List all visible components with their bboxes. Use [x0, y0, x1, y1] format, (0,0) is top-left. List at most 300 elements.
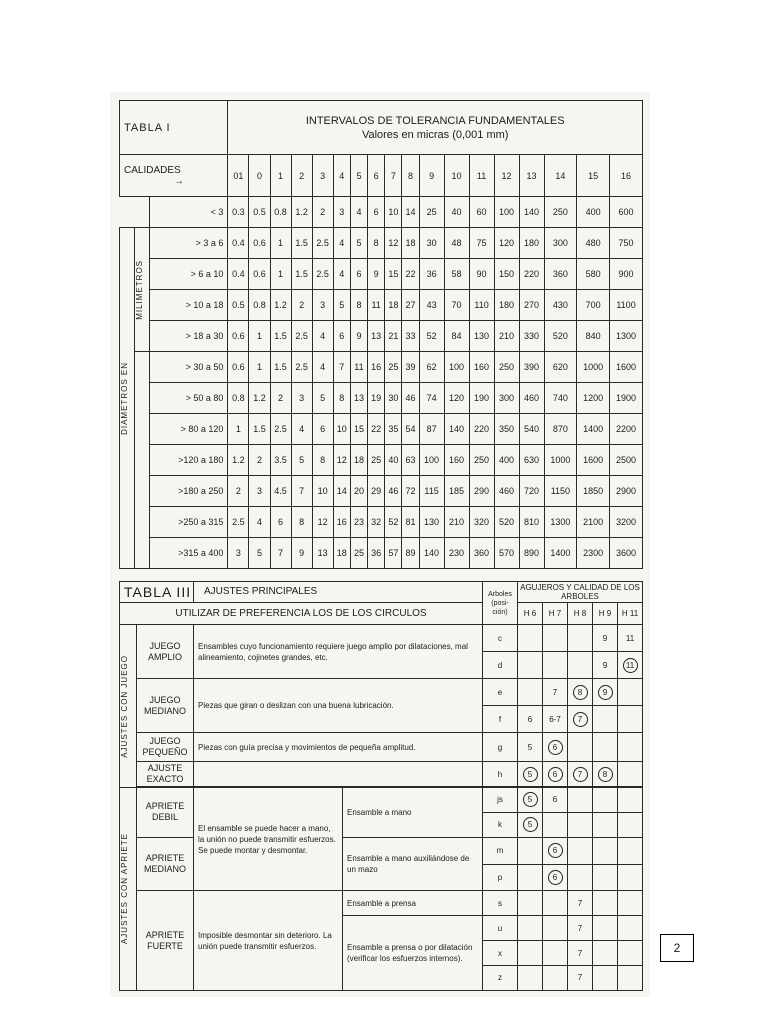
fit-cell [618, 762, 643, 787]
fit-cell [593, 652, 618, 679]
group-apriete [120, 787, 137, 990]
tolerance-value: 52 [419, 321, 444, 352]
apriete-debil: APRIETE DEBIL [137, 787, 194, 837]
fit-cell [593, 965, 618, 990]
fit-cell [593, 812, 618, 837]
tolerance-value: 740 [544, 383, 577, 414]
tolerance-value: 1100 [610, 290, 643, 321]
tolerance-value: 2.5 [291, 321, 312, 352]
tolerance-value: 2.5 [291, 352, 312, 383]
tolerance-value: 54 [402, 414, 419, 445]
column-header: 3 [312, 155, 333, 197]
fit-cell [543, 625, 568, 652]
fit-cell [543, 706, 568, 733]
tolerance-value: 1 [249, 352, 270, 383]
tolerance-value: 630 [519, 445, 544, 476]
tolerance-value: 7 [291, 476, 312, 507]
shaft-position: z [483, 965, 518, 990]
tolerance-value: 4 [291, 414, 312, 445]
tolerance-value: 11 [368, 290, 385, 321]
tolerance-value: 19 [368, 383, 385, 414]
tolerance-value: 1.5 [291, 228, 312, 259]
tolerance-value: 0.6 [228, 352, 249, 383]
tolerance-value: 8 [312, 445, 333, 476]
tolerance-value: 6 [368, 197, 385, 228]
shaft-position: d [483, 652, 518, 679]
tolerance-value: 3 [291, 383, 312, 414]
tolerance-value: 4 [312, 352, 333, 383]
tolerance-value: 36 [419, 259, 444, 290]
tolerance-value: 890 [519, 538, 544, 569]
tolerance-value: 2900 [610, 476, 643, 507]
tolerance-value: 30 [419, 228, 444, 259]
tolerance-value: 9 [368, 259, 385, 290]
tolerance-value: 13 [312, 538, 333, 569]
tolerance-value: 520 [544, 321, 577, 352]
tolerance-value: 11 [350, 352, 367, 383]
ajuste-exacto: AJUSTE EXACTO [137, 762, 194, 787]
table-row [120, 507, 643, 538]
preferred-fit-value: 6 [548, 767, 563, 782]
table3-title: AJUSTES PRINCIPALES [194, 582, 483, 603]
table3-subtitle: UTILIZAR DE PREFERENCIA LOS DE LOS CIRCULOS [120, 602, 483, 625]
tolerance-value: 160 [469, 352, 494, 383]
tolerance-value: 13 [368, 321, 385, 352]
preferred-fit-value: 6 [548, 740, 563, 755]
shaft-position: u [483, 916, 518, 941]
tolerance-value: 250 [494, 352, 519, 383]
tolerance-value: 40 [444, 197, 469, 228]
fit-value: 7 [552, 687, 558, 697]
hole-h9: H 9 [593, 602, 618, 625]
tolerance-value: 3.5 [270, 445, 291, 476]
table-row [120, 538, 643, 569]
juego-amplio: JUEGO AMPLIO [137, 625, 194, 679]
range-cell: > 10 a 18 [150, 290, 228, 321]
fit-cell [518, 965, 543, 990]
fit-value: 11 [625, 633, 635, 643]
fit-cell [518, 625, 543, 652]
tolerance-value: 520 [494, 507, 519, 538]
tolerance-value: 130 [419, 507, 444, 538]
tolerance-value: 1600 [610, 352, 643, 383]
column-header: 6 [368, 155, 385, 197]
tolerance-value: 1150 [544, 476, 577, 507]
hole-h11: H 11 [618, 602, 643, 625]
tolerance-value: 620 [544, 352, 577, 383]
tolerance-value: 1300 [610, 321, 643, 352]
tolerance-value: 70 [444, 290, 469, 321]
fit-value: 9 [602, 633, 608, 643]
tolerance-value: 15 [350, 414, 367, 445]
tolerance-value: 390 [519, 352, 544, 383]
fit-cell [618, 652, 643, 679]
tolerance-value: 1.5 [291, 259, 312, 290]
tolerance-value: 1.2 [228, 445, 249, 476]
fit-cell [518, 679, 543, 706]
table-row [120, 321, 643, 352]
range-cell: > 30 a 50 [150, 352, 228, 383]
tolerance-value: 4 [333, 228, 350, 259]
tolerance-value: 39 [402, 352, 419, 383]
tolerance-value: 6 [333, 321, 350, 352]
tolerance-value: 400 [577, 197, 610, 228]
tolerance-value: 1300 [544, 507, 577, 538]
tolerance-value: 25 [385, 352, 402, 383]
fit-cell [518, 941, 543, 966]
tolerance-value: 460 [519, 383, 544, 414]
tolerance-value: 115 [419, 476, 444, 507]
tolerance-value: 29 [368, 476, 385, 507]
tolerance-value: 12 [333, 445, 350, 476]
tolerance-value: 160 [444, 445, 469, 476]
column-header: 11 [469, 155, 494, 197]
fit-cell [568, 762, 593, 787]
hole-h8: H 8 [568, 602, 593, 625]
range-cell: >315 a 400 [150, 538, 228, 569]
table1-title-text: INTERVALOS DE TOLERANCIA FUNDAMENTALES [305, 114, 565, 127]
tolerance-value: 81 [402, 507, 419, 538]
preferred-fit-value: 5 [523, 767, 538, 782]
fit-cell [543, 652, 568, 679]
tolerance-value: 220 [519, 259, 544, 290]
fit-cell [568, 733, 593, 762]
tolerance-value: 16 [333, 507, 350, 538]
tolerance-value: 190 [469, 383, 494, 414]
tolerance-value: 25 [350, 538, 367, 569]
fit-cell [618, 837, 643, 864]
tolerance-value: 810 [519, 507, 544, 538]
fit-value: 6 [552, 795, 558, 805]
tolerance-value: 185 [444, 476, 469, 507]
juego-mediano: JUEGO MEDIANO [137, 679, 194, 733]
side-label-inner-text: MILIMETROS [135, 259, 144, 320]
range-cell: >250 a 315 [150, 507, 228, 538]
shaft-position: e [483, 679, 518, 706]
tolerance-value: 18 [402, 228, 419, 259]
juego-pequeno-desc: Piezas con guía precisa y movimientos de pequeña amplitud. [194, 733, 483, 762]
hole-h6: H 6 [518, 602, 543, 625]
tolerance-value: 6 [312, 414, 333, 445]
tolerance-value: 0.6 [249, 259, 270, 290]
fit-cell [543, 916, 568, 941]
tolerance-value: 250 [469, 445, 494, 476]
fit-value: 7 [577, 898, 583, 908]
tolerance-value: 74 [419, 383, 444, 414]
fits-table [119, 581, 643, 991]
fit-cell [618, 787, 643, 812]
range-cell: > 50 a 80 [150, 383, 228, 414]
tolerance-value: 18 [333, 538, 350, 569]
apriete-fuerte: APRIETE FUERTE [137, 891, 194, 991]
preferred-fit-value: 8 [598, 767, 613, 782]
shaft-position: s [483, 891, 518, 916]
side-label-outer [120, 228, 135, 569]
tolerance-value: 8 [368, 228, 385, 259]
tolerance-value: 360 [469, 538, 494, 569]
tolerance-value: 5 [350, 228, 367, 259]
tolerance-value: 8 [333, 383, 350, 414]
group-juego-text: AJUSTES CON JUEGO [120, 654, 129, 758]
fit-cell [568, 625, 593, 652]
shaft-position: js [483, 787, 518, 812]
tolerance-value: 320 [469, 507, 494, 538]
fit-cell [543, 812, 568, 837]
range-cell: > 80 a 120 [150, 414, 228, 445]
tolerance-value: 130 [469, 321, 494, 352]
tolerance-value: 6 [270, 507, 291, 538]
tolerance-value: 60 [469, 197, 494, 228]
tolerance-value: 0.6 [228, 321, 249, 352]
fit-cell [593, 891, 618, 916]
preferred-fit-value: 7 [573, 767, 588, 782]
shaft-position: m [483, 837, 518, 864]
range-cell: >180 a 250 [150, 476, 228, 507]
fit-cell [518, 787, 543, 812]
fit-cell [593, 787, 618, 812]
preferred-fit-value: 8 [573, 685, 588, 700]
fit-cell [518, 733, 543, 762]
tolerance-value: 12 [312, 507, 333, 538]
tolerance-value: 330 [519, 321, 544, 352]
tolerance-value: 4 [312, 321, 333, 352]
table-row [120, 476, 643, 507]
preferred-fit-value: 6 [548, 843, 563, 858]
juego-pequeno: JUEGO PEQUEÑO [137, 733, 194, 762]
tolerance-value: 430 [544, 290, 577, 321]
column-header: 13 [519, 155, 544, 197]
tolerance-table [119, 100, 643, 569]
tolerance-value: 220 [469, 414, 494, 445]
tolerance-value: 1400 [577, 414, 610, 445]
tolerance-value: 1 [249, 321, 270, 352]
tolerance-value: 3 [333, 197, 350, 228]
fit-cell [543, 965, 568, 990]
fit-value: 7 [577, 973, 583, 983]
table-row [120, 352, 643, 383]
fit-cell [593, 916, 618, 941]
tolerance-value: 52 [385, 507, 402, 538]
tolerance-value: 62 [419, 352, 444, 383]
tolerance-value: 87 [419, 414, 444, 445]
tolerance-value: 2300 [577, 538, 610, 569]
preferred-fit-value: 5 [523, 817, 538, 832]
column-header: 01 [228, 155, 249, 197]
tolerance-value: 3 [228, 538, 249, 569]
preferred-fit-value: 11 [623, 658, 638, 673]
tolerance-value: 12 [385, 228, 402, 259]
tolerance-value: 1600 [577, 445, 610, 476]
column-header: 9 [419, 155, 444, 197]
juego-amplio-desc: Ensambles cuyo funcionamiento requiere juego amplio por dilataciones, mal alineamiento, cojinetes grandes, etc. [194, 625, 483, 679]
tolerance-value: 140 [419, 538, 444, 569]
tolerance-value: 150 [494, 259, 519, 290]
tolerance-value: 7 [270, 538, 291, 569]
tolerance-value: 2 [312, 197, 333, 228]
preferred-fit-value: 7 [573, 712, 588, 727]
column-header: 5 [350, 155, 367, 197]
table1-label: TABLA I [120, 101, 228, 155]
fit-cell [543, 864, 568, 891]
tolerance-value: 0.8 [270, 197, 291, 228]
fit-cell [518, 706, 543, 733]
apriete-fuerte-desc: Imposible desmontar sin deterioro. La unión puede transmitir esfuerzos. [194, 891, 343, 991]
fit-value: 5 [527, 742, 533, 752]
tolerance-value: 30 [385, 383, 402, 414]
fit-cell [618, 812, 643, 837]
tolerance-value: 570 [494, 538, 519, 569]
tolerance-value: 350 [494, 414, 519, 445]
tolerance-value: 600 [610, 197, 643, 228]
tolerance-value: 15 [385, 259, 402, 290]
tolerance-value: 300 [494, 383, 519, 414]
column-header: 16 [610, 155, 643, 197]
apriete-mediano: APRIETE MEDIANO [137, 837, 194, 891]
tolerance-value: 140 [519, 197, 544, 228]
fit-cell [593, 733, 618, 762]
fit-cell [518, 812, 543, 837]
tolerance-value: 210 [494, 321, 519, 352]
tolerance-value: 0.5 [249, 197, 270, 228]
tolerance-value: 900 [610, 259, 643, 290]
tolerance-value: 0.3 [228, 197, 249, 228]
fit-cell [518, 891, 543, 916]
shaft-position: f [483, 706, 518, 733]
preferred-fit-value: 9 [598, 685, 613, 700]
tolerance-value: 2.5 [228, 507, 249, 538]
tolerance-value: 2100 [577, 507, 610, 538]
tolerance-value: 2 [249, 445, 270, 476]
range-cell: >120 a 180 [150, 445, 228, 476]
fit-cell [568, 864, 593, 891]
tolerance-value: 1000 [577, 352, 610, 383]
tolerance-value: 90 [469, 259, 494, 290]
tolerance-value: 14 [333, 476, 350, 507]
tolerance-value: 4 [249, 507, 270, 538]
agujeros-header: AGUJEROS Y CALIDAD DE LOS ARBOLES [518, 582, 643, 603]
tolerance-value: 1000 [544, 445, 577, 476]
tolerance-value: 0.5 [228, 290, 249, 321]
tolerance-value: 0.4 [228, 228, 249, 259]
tolerance-value: 870 [544, 414, 577, 445]
group-apriete-text: AJUSTES CON APRIETE [120, 833, 129, 945]
tolerance-value: 1 [270, 228, 291, 259]
range-cell: > 3 a 6 [150, 228, 228, 259]
tolerance-value: 20 [350, 476, 367, 507]
table-row [120, 228, 643, 259]
fit-cell [618, 941, 643, 966]
tolerance-value: 460 [494, 476, 519, 507]
column-header: 7 [385, 155, 402, 197]
table3-label: TABLA III [120, 582, 194, 603]
column-header: 12 [494, 155, 519, 197]
arboles-header: Arboles (posi- ción) [483, 582, 518, 625]
tolerance-value: 3200 [610, 507, 643, 538]
tolerance-value: 8 [350, 290, 367, 321]
fit-cell [543, 891, 568, 916]
tolerance-value: 360 [544, 259, 577, 290]
fit-cell [518, 916, 543, 941]
column-header: 2 [291, 155, 312, 197]
tolerance-value: 5 [291, 445, 312, 476]
range-cell: > 18 a 30 [150, 321, 228, 352]
fit-cell [543, 941, 568, 966]
tolerance-value: 1 [228, 414, 249, 445]
table1-column-header-row [120, 155, 643, 197]
range-cell: > 6 a 10 [150, 259, 228, 290]
tolerance-value: 4 [350, 197, 367, 228]
group-juego [120, 625, 137, 787]
tolerance-value: 1400 [544, 538, 577, 569]
tolerance-value: 63 [402, 445, 419, 476]
tolerance-value: 22 [368, 414, 385, 445]
shaft-position: x [483, 941, 518, 966]
tolerance-value: 10 [312, 476, 333, 507]
fit-cell [593, 625, 618, 652]
tolerance-value: 46 [402, 383, 419, 414]
juego-mediano-desc: Piezas que giran o deslizan con una buena lubricación. [194, 679, 483, 733]
tolerance-value: 10 [385, 197, 402, 228]
table-row [120, 259, 643, 290]
tolerance-value: 1.5 [270, 352, 291, 383]
tolerance-value: 2200 [610, 414, 643, 445]
fit-cell [518, 652, 543, 679]
tolerance-value: 4.5 [270, 476, 291, 507]
fit-cell [543, 733, 568, 762]
fit-cell [543, 837, 568, 864]
shaft-position: k [483, 812, 518, 837]
table-row [120, 290, 643, 321]
tolerance-value: 25 [419, 197, 444, 228]
fit-cell [618, 706, 643, 733]
fit-value: 9 [602, 660, 608, 670]
tolerance-value: 1200 [577, 383, 610, 414]
tolerance-value: 18 [350, 445, 367, 476]
shaft-position: p [483, 864, 518, 891]
tolerance-value: 2.5 [312, 259, 333, 290]
tolerance-value: 18 [385, 290, 402, 321]
tolerance-value: 6 [350, 259, 367, 290]
tolerance-value: 580 [577, 259, 610, 290]
fit-value: 6 [527, 714, 533, 724]
tolerance-value: 46 [385, 476, 402, 507]
calidades-label: CALIDADES [124, 164, 181, 176]
page-number: 2 [660, 934, 694, 962]
tolerance-value: 180 [494, 290, 519, 321]
tolerance-value: 33 [402, 321, 419, 352]
tolerance-value: 13 [350, 383, 367, 414]
column-header: 14 [544, 155, 577, 197]
tolerance-value: 23 [350, 507, 367, 538]
fit-cell [568, 812, 593, 837]
fit-cell [593, 837, 618, 864]
fit-cell [618, 916, 643, 941]
tolerance-value: 58 [444, 259, 469, 290]
calidades-header [120, 155, 228, 197]
fit-cell [593, 679, 618, 706]
tolerance-value: 4 [333, 259, 350, 290]
tolerance-value: 140 [444, 414, 469, 445]
hole-h7: H 7 [543, 602, 568, 625]
tolerance-value: 1.2 [291, 197, 312, 228]
fit-cell [568, 837, 593, 864]
ensamble-prensa: Ensamble a prensa [343, 891, 483, 916]
column-header: 15 [577, 155, 610, 197]
ensamble-prensa-dilatacion: Ensamble a prensa o por dilatación (verificar los esfuerzos internos). [343, 916, 483, 991]
shaft-position: c [483, 625, 518, 652]
tolerance-value: 3 [249, 476, 270, 507]
tolerance-value: 100 [444, 352, 469, 383]
